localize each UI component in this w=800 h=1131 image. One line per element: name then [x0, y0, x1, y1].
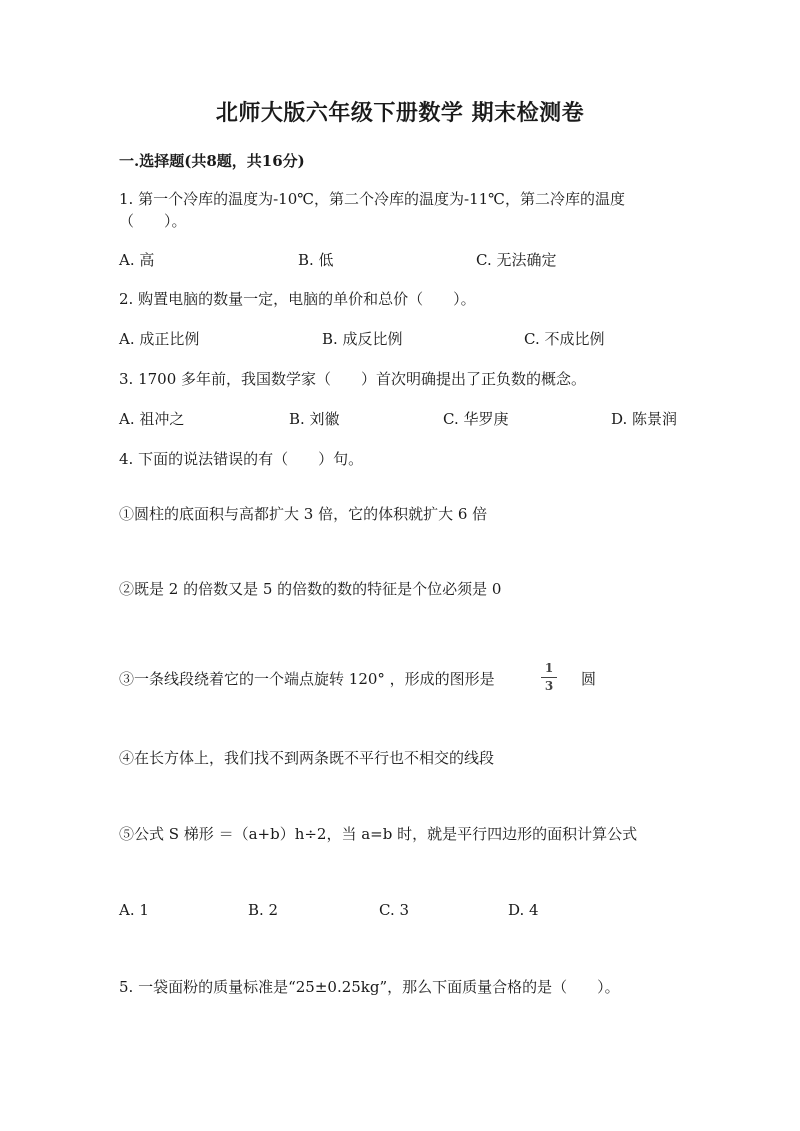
question-1-text: 1. 第一个冷库的温度为-10℃，第二个冷库的温度为-11℃，第二冷库的温度 [119, 190, 625, 208]
fraction-bar [541, 677, 557, 678]
question-5-text: 5. 一袋面粉的质量标准是“25±0.25kg”，那么下面质量合格的是（ ）。 [119, 978, 620, 996]
fraction-one-third [541, 662, 557, 693]
question-2-option-a[interactable]: A. 成正比例 [119, 330, 200, 348]
question-4-option-b[interactable]: B. 2 [248, 901, 279, 919]
statement-3-suffix: 圆 [581, 670, 597, 688]
statement-5: ⑤公式 S 梯形 ＝（a+b）h÷2，当 a=b 时，就是平行四边形的面积计算公式 [119, 825, 638, 843]
section-heading: 一.选择题(共8题，共16分) [119, 152, 305, 170]
question-4-option-d[interactable]: D. 4 [508, 901, 539, 919]
question-3-text: 3. 1700 多年前，我国数学家（ ）首次明确提出了正负数的概念。 [119, 370, 587, 388]
question-4-option-c[interactable]: C. 3 [379, 901, 410, 919]
page-title: 北师大版六年级下册数学 期末检测卷 [215, 100, 585, 126]
question-2-option-c[interactable]: C. 不成比例 [524, 330, 605, 348]
fraction-denominator: 3 [544, 679, 554, 693]
question-3-option-a[interactable]: A. 祖冲之 [119, 410, 185, 428]
question-1-option-a[interactable]: A. 高 [119, 251, 155, 269]
statement-2: ②既是 2 的倍数又是 5 的倍数的数的特征是个位必须是 0 [119, 580, 502, 598]
question-3-option-d[interactable]: D. 陈景润 [611, 410, 678, 428]
statement-1: ①圆柱的底面积与高都扩大 3 倍，它的体积就扩大 6 倍 [119, 505, 488, 523]
statement-4: ④在长方体上，我们找不到两条既不平行也不相交的线段 [119, 749, 495, 767]
question-2-option-b[interactable]: B. 成反比例 [322, 330, 403, 348]
question-3-option-c[interactable]: C. 华罗庚 [443, 410, 509, 428]
statement-3 [119, 668, 495, 689]
fraction-numerator: 1 [544, 661, 554, 675]
question-2-text: 2. 购置电脑的数量一定，电脑的单价和总价（ ）。 [119, 290, 476, 308]
question-3-option-b[interactable]: B. 刘徽 [289, 410, 340, 428]
question-4-text: 4. 下面的说法错误的有（ ）句。 [119, 450, 364, 468]
question-1-option-b[interactable]: B. 低 [298, 251, 334, 269]
question-1-text-continued: （ ）。 [119, 212, 187, 230]
statement-3-text: ③一条线段绕着它的一个端点旋转 120° ，形成的图形是 [119, 670, 495, 688]
question-1-option-c[interactable]: C. 无法确定 [476, 251, 557, 269]
question-4-option-a[interactable]: A. 1 [119, 901, 149, 919]
